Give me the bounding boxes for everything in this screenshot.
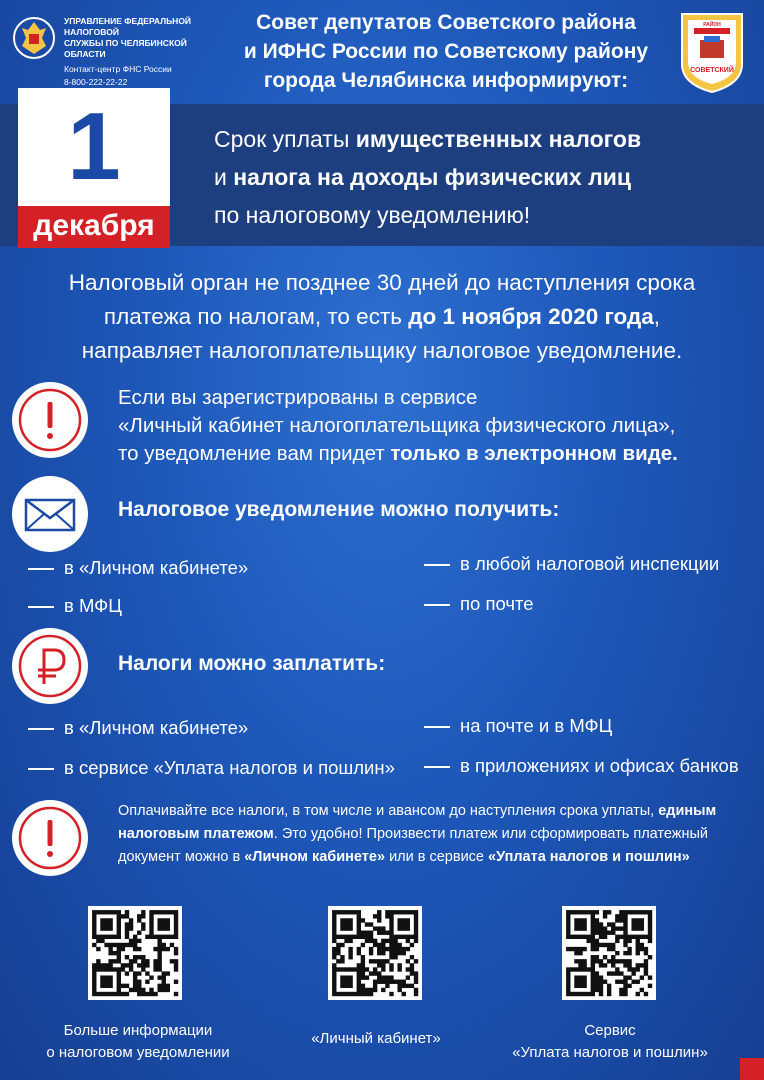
qr-code-info[interactable] [88,906,182,1000]
deadline-l2-plain: и [214,164,234,190]
qr-caption-service: Сервис «Уплата налогов и пошлин» [512,1022,708,1061]
receive-left-1: в «Личном кабинете» [28,556,248,580]
pay-right-2: в приложениях и офисах банков [424,754,739,778]
contact-label: Контакт-центр ФНС России [64,64,172,74]
single-payment-note: Оплачивайте все налоги, в том числе и авансом до наступления срока уплаты, единым налоговым платежом. Это удобно! Произвести платеж или сформировать платежный документ можно в «Личном кабинете» или в сервисе «Уплата налогов и пошлин» [118,803,717,865]
fns-logo [12,10,56,70]
cabinet-line-2: «Личный кабинет налогоплательщика физического лица», [118,414,676,437]
cabinet-l3-bold: только в электронном виде. [390,442,678,465]
org-info [64,16,224,88]
cabinet-line-1: Если вы зарегистрированы в сервисе [118,386,478,409]
intro-line-3: направляет налогоплательщику налоговое уведомление. [81,338,683,363]
contact-phone: 8-800-222-22-22 [64,77,128,87]
pay-heading: Налоги можно заплатить: [118,652,386,675]
title-line-2: и ИФНС России по Советскому району [243,40,649,63]
cabinet-notice [118,384,758,468]
exclamation-icon [12,382,88,458]
deadline-l2-bold: налога на доходы физических лиц [233,164,631,190]
ruble-icon [12,628,88,704]
corner-accent [740,1058,764,1080]
intro-paragraph [20,266,744,368]
deadline-text [214,120,734,234]
deadline-l1-bold: имущественных налогов [355,126,642,152]
date-day: 1 [67,93,121,200]
qr-code-service[interactable] [562,906,656,1000]
org-line-1: УПРАВЛЕНИЕ ФЕДЕРАЛЬНОЙ НАЛОГОВОЙ [64,16,192,37]
qr-caption-cabinet: «Личный кабинет» [311,1030,441,1047]
pay-left-2: в сервисе «Уплата налогов и пошлин» [28,756,395,780]
intro-line-1: Налоговый орган не позднее 30 дней до наступления срока [68,270,696,295]
intro-l2-bold: до 1 ноября 2020 года [408,304,654,329]
receive-left-2: в МФЦ [28,594,122,618]
receive-right-2: по почте [424,592,534,616]
qr-caption-info: Больше информации о налоговом уведомлении [46,1022,230,1061]
emblem-top-text: РАЙОН [703,22,721,28]
page-title [226,8,666,95]
org-line-2: СЛУЖБЫ ПО ЧЕЛЯБИНСКОЙ ОБЛАСТИ [64,38,187,59]
exclamation-icon [12,800,88,876]
intro-l2-plain: платежа по налогам, то есть [103,304,409,329]
pay-left-1: в «Личном кабинете» [28,716,248,740]
receive-heading: Налоговое уведомление можно получить: [118,498,560,521]
title-line-3: города Челябинска информируют: [263,69,629,92]
cabinet-l3-plain: то уведомление вам придет [118,442,391,465]
date-month: декабря [18,206,170,248]
qr-code-cabinet[interactable] [328,906,422,1000]
receive-right-1: в любой налоговой инспекции [424,552,719,576]
title-line-1: Совет депутатов Советского района [256,11,636,34]
district-emblem [678,10,746,94]
pay-right-1: на почте и в МФЦ [424,714,612,738]
envelope-icon [12,476,88,552]
deadline-l1-plain: Срок уплаты [214,126,356,152]
intro-l2-end: , [653,304,661,329]
deadline-l3: по налоговому уведомлению! [214,202,531,228]
emblem-text: СОВЕТСКИЙ [690,67,734,74]
